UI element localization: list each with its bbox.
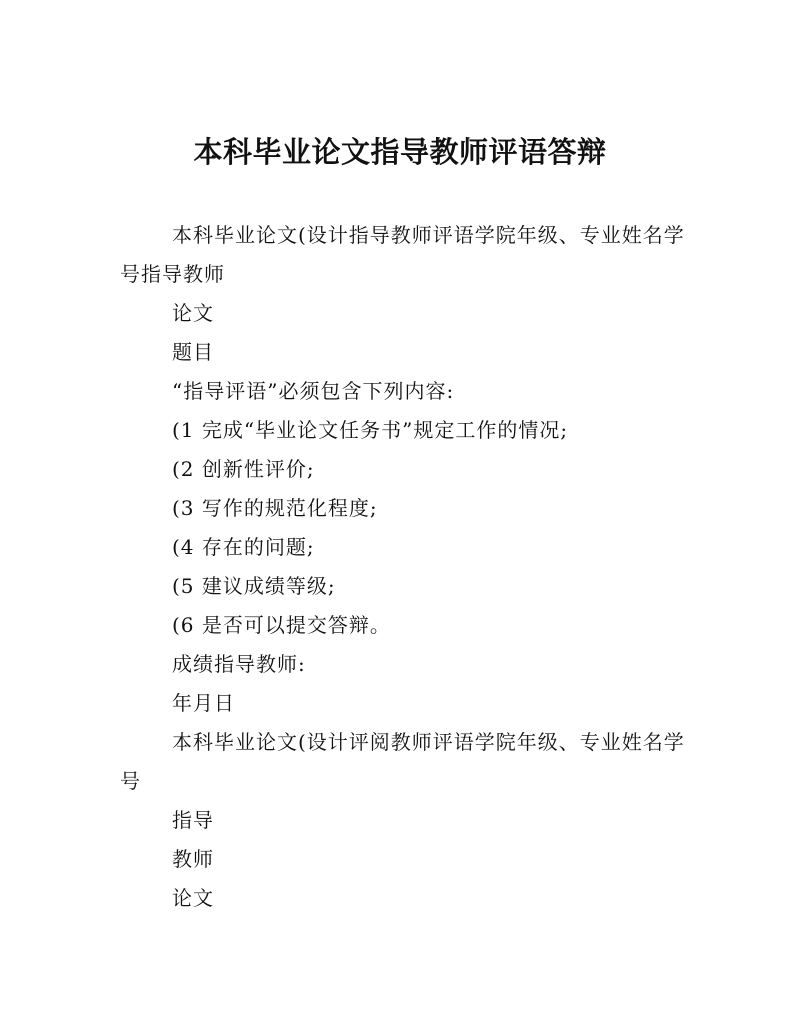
requirement-item-5: (5 建议成绩等级; [172, 574, 336, 598]
paragraph-guide-label: 指导 [172, 808, 214, 832]
document-title: 本科毕业论文指导教师评语答辩 [193, 135, 607, 169]
paragraph-reviewer-form-header: 本科毕业论文(设计评阅教师评语学院年级、专业姓名学号 [120, 730, 685, 793]
paragraph-topic-label: 题目 [172, 340, 214, 364]
paragraph-grade-advisor: 成绩指导教师: [172, 652, 306, 676]
document-body [120, 216, 686, 918]
requirement-item-2: (2 创新性评价; [172, 457, 315, 481]
paragraph-guidance-form-header: 本科毕业论文(设计指导教师评语学院年级、专业姓名学号指导教师 [120, 223, 685, 286]
paragraph-requirements-intro: “指导评语”必须包含下列内容: [172, 379, 455, 403]
requirement-item-4: (4 存在的问题; [172, 535, 315, 559]
paragraph-thesis-label: 论文 [172, 301, 214, 325]
requirement-item-3: (3 写作的规范化程度; [172, 496, 378, 520]
requirement-item-6: (6 是否可以提交答辩。 [172, 613, 391, 637]
requirement-item-1: (1 完成“毕业论文任务书”规定工作的情况; [172, 418, 569, 442]
paragraph-teacher-label: 教师 [172, 847, 214, 871]
paragraph-date-line: 年月日 [172, 691, 235, 715]
paragraph-thesis-label-2: 论文 [172, 886, 214, 910]
